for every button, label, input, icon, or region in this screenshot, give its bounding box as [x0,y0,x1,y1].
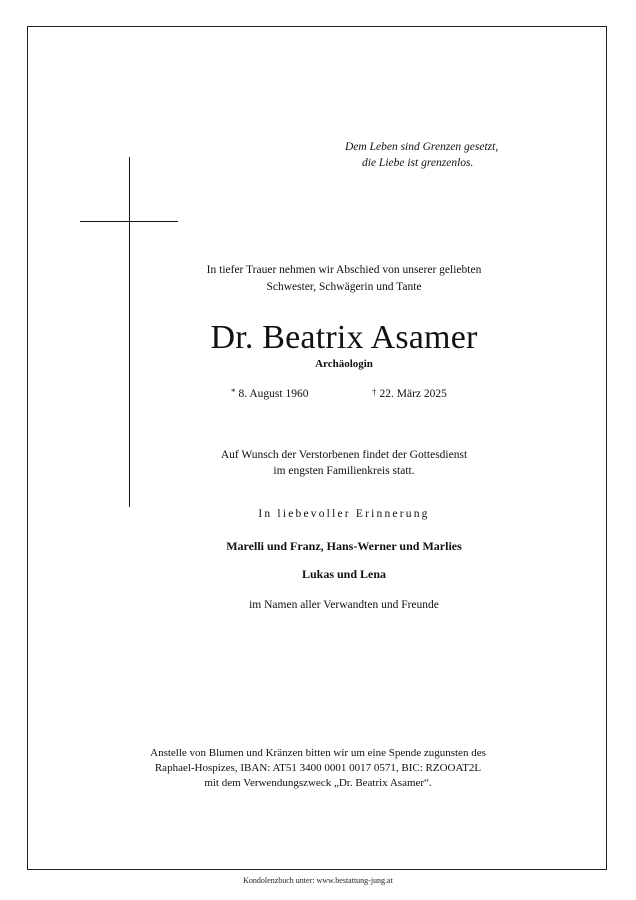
birth-star-icon: * [231,387,236,397]
death-cross-icon: † [372,387,377,397]
cross-icon-horizontal-bar [80,221,178,222]
memory-heading: In liebevoller Erinnerung [258,508,430,520]
relatives-line: im Namen aller Verwandten und Freunde [249,599,439,611]
deceased-profession: Archäologin [315,358,373,370]
service-notice [0,447,636,479]
motto-quote [300,139,530,171]
deceased-name: Dr. Beatrix Asamer [210,319,478,356]
death-date-text: 22. März 2025 [379,388,447,400]
intro-text [0,262,636,296]
birth-date-text: 8. August 1960 [238,388,309,400]
donation-line-2: Raphael-Hospizes, IBAN: AT51 3400 0001 0017 0571, BIC: RZOOAT2L [154,762,482,774]
service-line-2: im engsten Familienkreis statt. [273,465,415,477]
service-line-1: Auf Wunsch der Verstorbenen findet der Gottesdienst [220,449,468,461]
motto-line-2: die Liebe ist grenzenlos. [362,157,474,169]
birth-date [231,386,308,402]
donation-line-1: Anstelle von Blumen und Kränzen bitten wir um eine Spende zugunsten des [150,747,486,759]
intro-line-1: In tiefer Trauer nehmen wir Abschied von unserer geliebten [206,264,482,276]
mourners-line-2: Lukas und Lena [301,567,387,581]
intro-line-2: Schwester, Schwägerin und Tante [266,281,422,293]
death-date [372,386,447,402]
mourners-line-1: Marelli und Franz, Hans-Werner und Marlies [226,539,462,553]
donation-request [0,746,636,791]
condolence-book-footer: Kondolenzbuch unter: www.bestattung-jung.at [243,876,393,885]
donation-line-3: mit dem Verwendungszweck „Dr. Beatrix Asamer“. [204,777,432,789]
motto-line-1: Dem Leben sind Grenzen gesetzt, [345,141,499,153]
